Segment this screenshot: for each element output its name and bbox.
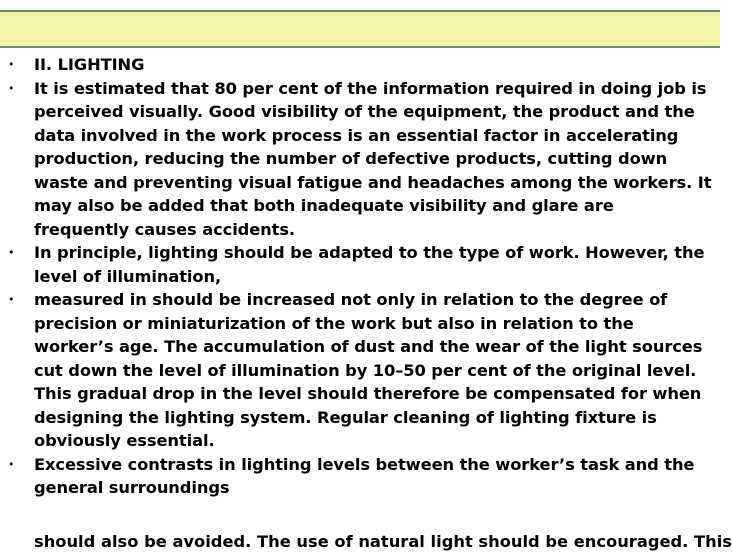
paragraph-text: measured in should be increased not only in relation to the degree of precision or miniaturization of the work but also in relation to the worker’s age. The accumulation of dust and the wear of the light sources cut down the level of illumination by 10–50 per cent of the original level. This gradual drop in the level should therefore be compensated for when designing the lighting system. Regular cleaning of lighting fixture is obviously essential. bbox=[34, 290, 703, 450]
bullet-icon: • bbox=[8, 246, 15, 259]
list-item bbox=[0, 288, 720, 453]
list-item bbox=[0, 53, 720, 77]
paragraph-text: It is estimated that 80 per cent of the information required in doing job is perceived visually. Good visibility of the equipment, the product and the data involved in the work process is an essential factor in accelerating production, reducing the number of defective products, cutting down waste and preventing visual fatigue and headaches among the workers. It may also be added that both inadequate visibility and glare are frequently causes accidents. bbox=[34, 78, 712, 239]
bullet-icon: • bbox=[8, 457, 15, 471]
bullet-list bbox=[0, 53, 720, 500]
title-bar bbox=[0, 10, 720, 48]
bullet-icon: • bbox=[8, 293, 15, 306]
cutoff-text: should also be avoided. The use of natural light should be encouraged. This bbox=[34, 532, 732, 551]
list-item bbox=[0, 241, 720, 288]
section-heading: II. LIGHTING bbox=[34, 55, 145, 74]
bullet-icon: • bbox=[8, 58, 15, 71]
paragraph-text: Excessive contrasts in lighting levels between the worker’s task and the general surroundings bbox=[34, 454, 695, 497]
list-item bbox=[0, 453, 720, 500]
paragraph-text: In principle, lighting should be adapted to the type of work. However, the level of illumination, bbox=[34, 243, 705, 286]
list-item bbox=[0, 77, 720, 242]
bullet-icon: • bbox=[8, 81, 15, 95]
overflow-text-line bbox=[0, 527, 732, 551]
